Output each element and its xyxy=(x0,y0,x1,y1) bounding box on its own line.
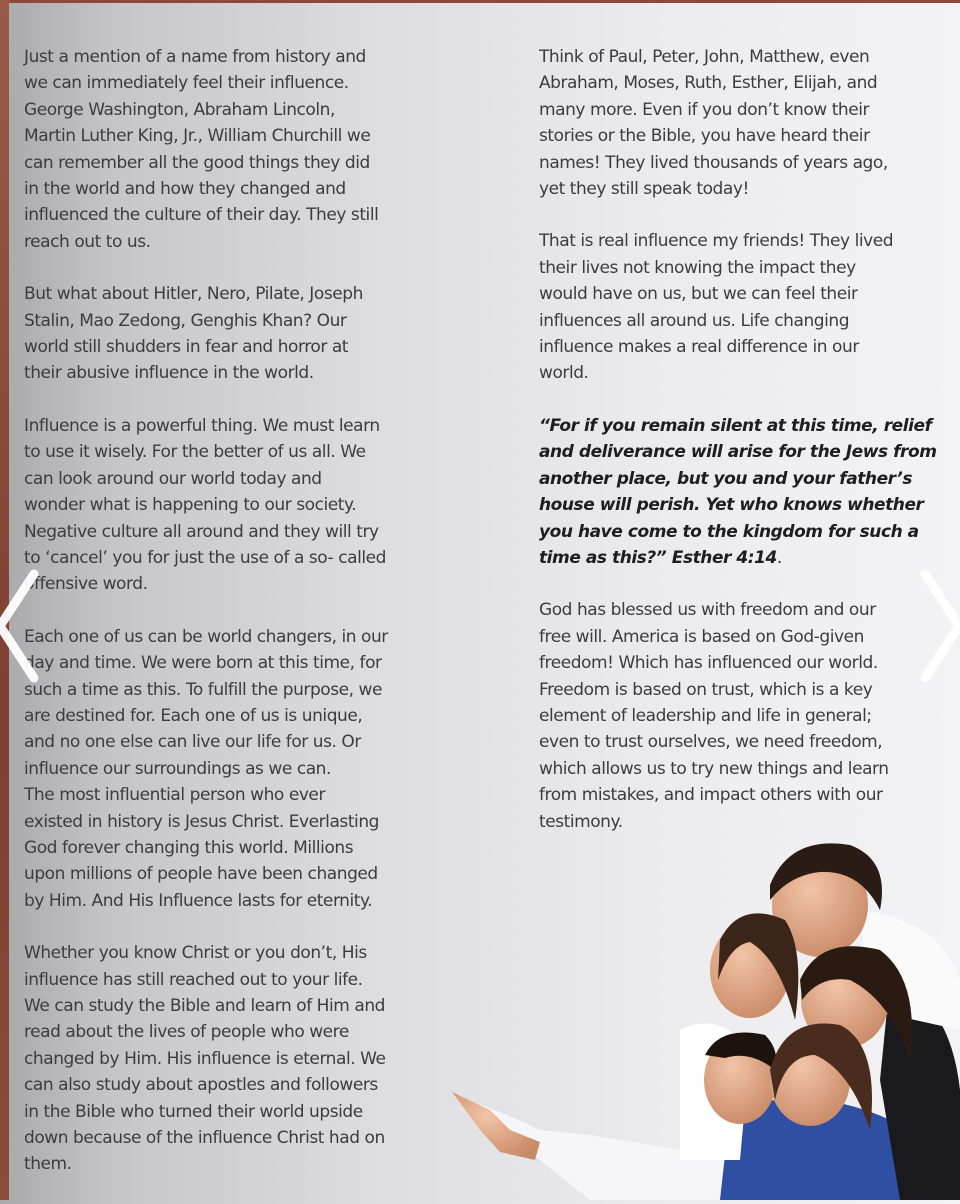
paragraph-bible-figures: Think of Paul, Peter, John, Matthew, even Abraham, Moses, Ruth, Esther, Elijah, and many more. Even if you don’t know their stories or the Bible, you have heard their names! They lived thousands of years ago, yet they still speak today! xyxy=(539,47,888,200)
chevron-right-icon[interactable] xyxy=(905,566,960,686)
top-border xyxy=(0,0,960,3)
paragraph-christ-influence: Whether you know Christ or you don’t, His influence has still reached out to your life. We can study the Bible and learn of Him and read about the lives of people who were changed by Him. His influence is eternal. We can also study about apostles and followers in the Bible who turned their world upside down because of the influence Christ had on them. xyxy=(24,943,386,1175)
paragraph-real-influence: That is real influence my friends! They lived their lives not knowing the impact they would have on us, but we can feel their influences all around us. Life changing influence makes a real difference in our world. xyxy=(539,231,894,384)
quote-text: “For if you remain silent at this time, relief and deliverance will arise for the Jews from another place, but you and your father’s house will perish. Yet who knows whether you have come to the kingdom for such a time as this?” xyxy=(539,415,937,568)
quote-reference: Esther 4:14 xyxy=(671,547,777,568)
paragraph-powerful-thing: Influence is a powerful thing. We must learn to use it wisely. For the better of us all. We can look around our world today and wonder what is happening to our society. Negative culture all around and they will try to ‘cancel’ you for just the use of a so- called offensive word. xyxy=(24,415,386,595)
quote-period: . xyxy=(776,547,782,568)
chevron-left-icon[interactable] xyxy=(0,566,54,686)
paragraph-freedom: God has blessed us with freedom and our free will. America is based on God-given freedom! Which has influenced our world. Freedom is based on trust, which is a key element of leadership and life in general; even to trust ourselves, we need freedom, which allows us to try new things and learn from mistakes, and impact others with our testimony. xyxy=(539,600,889,832)
paragraph-world-changers: Each one of us can be world changers, in our day and time. We were born at this time, for such a time as this. To fulfill the purpose, we are destined for. Each one of us is unique, and no one else can live our life for us. Or influence our surroundings as we can. The most influential person who ever existed in history is Jesus Christ. Everlasting God forever changing this world. Millions upon millions of people have been changed by Him. And His Influence lasts for eternity. xyxy=(24,626,388,911)
scripture-quote xyxy=(539,413,957,571)
paragraph-history-names: Just a mention of a name from history and we can immediately feel their influence. George Washington, Abraham Lincoln, Martin Luther King, Jr., William Churchill we can remember all the good things they did in the world and how they changed and influenced the culture of their day. They still reach out to us. xyxy=(24,47,379,252)
group-photo xyxy=(440,830,960,1200)
left-column xyxy=(24,44,454,1204)
right-column xyxy=(539,44,957,861)
paragraph-abusive-influence: But what about Hitler, Nero, Pilate, Joseph Stalin, Mao Zedong, Genghis Khan? Our world still shudders in fear and horror at their abusive influence in the world. xyxy=(24,284,363,384)
